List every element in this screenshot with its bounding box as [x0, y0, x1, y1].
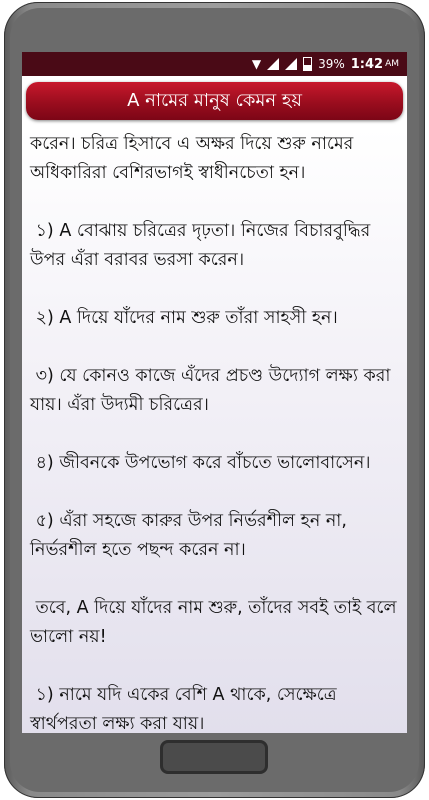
page-title: A নামের মানুষ কেমন হয় [127, 89, 302, 111]
battery-percent: 39% [318, 57, 345, 71]
signal-icon-2 [285, 58, 297, 70]
wifi-icon: ▼ [251, 57, 262, 71]
article-content[interactable] [22, 128, 407, 733]
status-bar [22, 52, 407, 76]
paragraph: ২) A দিয়ে যাঁদের নাম শুরু তাঁরা সাহসী হন। [30, 308, 338, 328]
paragraph: ৪) জীবনকে উপভোগ করে বাঁচতে ভালোবাসেন। [30, 453, 371, 473]
paragraph: ১) A বোঝায় চরিত্রের দৃঢ়তা। নিজের বিচারবুদ্ধির উপর এঁরা বরাবর ভরসা করেন। [30, 221, 376, 270]
clock-time: 1:42 [350, 56, 384, 72]
battery-icon [303, 57, 312, 71]
paragraph: করেন। চরিত্র হিসাবে এ অক্ষর দিয়ে শুরু নামের অধিকারিরা বেশিরভাগই স্বাধীনচেতা হন। [30, 134, 359, 183]
paragraph: ৩) যে কোনও কাজে এঁদের প্রচণ্ড উদ্যোগ লক্ষ্য করা যায়। এঁরা উদ্যমী চরিত্রের। [30, 366, 397, 415]
home-button[interactable] [160, 740, 268, 774]
signal-icon [267, 58, 279, 70]
paragraph: ১) নামে যদি একের বেশি A থাকে, সেক্ষেত্রে স্বার্থপরতা লক্ষ্য করা যায়। [30, 685, 343, 733]
paragraph: ৫) এঁরা সহজে কারুর উপর নির্ভরশীল হন না, নির্ভরশীল হতে পছন্দ করেন না। [30, 511, 353, 560]
paragraph: তবে, A দিয়ে যাঁদের নাম শুরু, তাঁদের সবই তাই বলে ভালো নয়! [30, 598, 403, 647]
clock-ampm: AM [385, 59, 399, 69]
app-title-bar [26, 82, 403, 120]
app-screen [22, 52, 407, 733]
